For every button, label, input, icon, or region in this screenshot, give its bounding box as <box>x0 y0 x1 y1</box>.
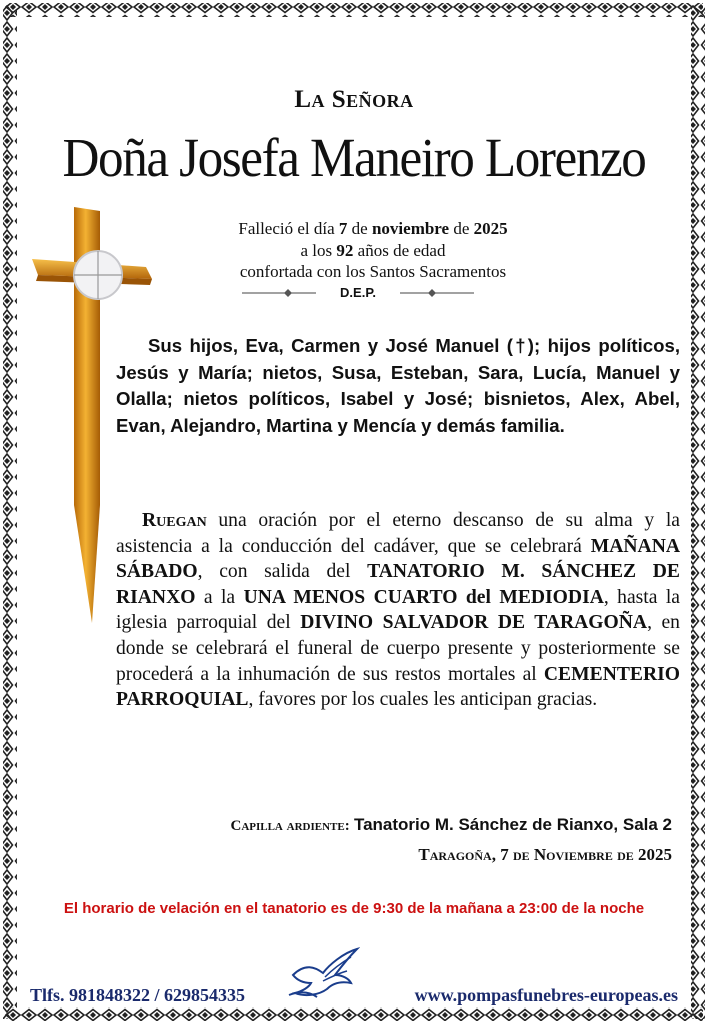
dep-divider <box>232 285 484 305</box>
prayer-paragraph: Ruegan una oración por el eterno descanso de su alma y la asistencia a la conducción del cadáver, que se celebrará MAÑANA SÁBADO, con salida del TANATORIO M. SÁNCHEZ DE RIANXO a la UNA MENOS CUARTO del MEDIODIA, hasta la iglesia parroquial del DIVINO SALVADOR DE TARAGOÑA, en donde se celebrará el funeral de cuerpo presente y posteriormente se procederá a la inhumación de sus restos mortales al CEMENTERIO PARROQUIAL, favores por los cuales les anticipan gracias. <box>116 510 680 711</box>
dove-icon <box>285 945 360 1000</box>
dep-label: D.E.P. <box>340 285 376 300</box>
visiting-hours: El horario de velación en el tanatorio es de 9:30 de la mañana a 23:00 de la noche <box>63 900 645 917</box>
deceased-name: Doña Josefa Maneiro Lorenzo <box>62 127 646 188</box>
sacraments-line: confortada con los Santos Sacramentos <box>239 262 507 281</box>
phone-numbers: Tlfs. 981848322 / 629854335 <box>30 985 246 1005</box>
family-paragraph: Sus hijos, Eva, Carmen y José Manuel (†); hijos políticos, Jesús y María; nietos, Susa, Esteban, Sara, Lucía, Manuel y Olalla; nietos políticos, Isabel y José; bisnietos, Alex, Abel, Evan, Alejandro, Martina y Mencía y demás familia. <box>116 335 680 436</box>
website-link[interactable]: www.pompasfunebres-europeas.es <box>414 985 678 1005</box>
chapel-label: Capilla ardiente: <box>230 818 350 834</box>
death-date-line: Falleció el día 7 de noviembre de 2025 <box>238 219 508 238</box>
chapel-line <box>120 815 672 835</box>
age-line: a los 92 años de edad <box>300 241 446 260</box>
title-prefix: La Señora <box>294 86 414 113</box>
chapel-place: Tanatorio M. Sánchez de Rianxo, Sala 2 <box>353 815 672 834</box>
place-date: Taragoña, 7 de Noviembre de 2025 <box>418 845 672 864</box>
